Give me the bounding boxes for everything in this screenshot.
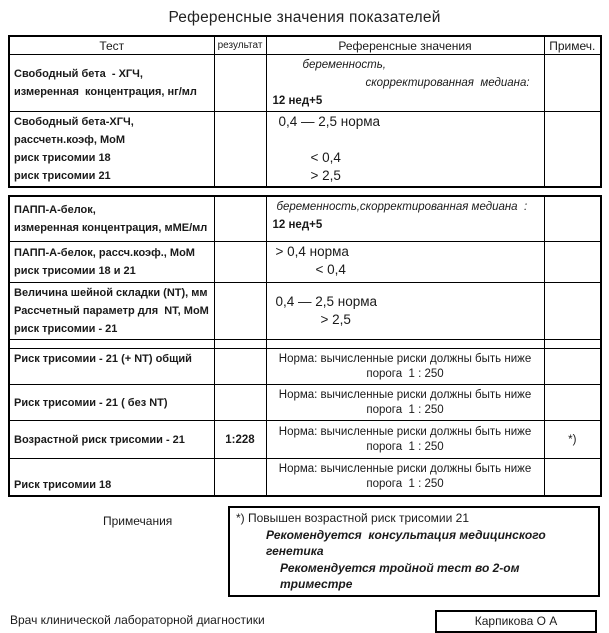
table-row [9, 349, 601, 385]
text-line: измеренная концентрация, нг/мл [14, 86, 197, 98]
reference-cell [266, 242, 544, 283]
text-line: Свободный бета - ХГЧ, [14, 68, 143, 80]
notes-section [8, 506, 600, 597]
text-line: 1:228 [225, 433, 255, 446]
result-cell [214, 196, 266, 242]
reference-cell [266, 283, 544, 340]
reference-cell [266, 385, 544, 421]
test-cell [9, 55, 214, 112]
text-line: измеренная концентрация, мМЕ/мл [14, 222, 208, 234]
table-row [9, 196, 601, 242]
page-title: Референсные значения показателей [168, 9, 441, 26]
note-cell [544, 242, 601, 283]
text-line: *) Повышен возрастной риск трисомии 21 [236, 511, 470, 525]
text-line: > 2,5 [320, 312, 351, 327]
text-line: ПАПП-А-белок, рассч.коэф., МоМ [14, 247, 195, 259]
result-cell [214, 340, 266, 349]
col-header-reference: Референсные значения [266, 36, 544, 55]
note-cell [544, 421, 601, 459]
note-cell [544, 55, 601, 112]
table-row [9, 421, 601, 459]
note-cell [544, 385, 601, 421]
text-line: Норма: вычисленные риски должны быть ниже [278, 425, 532, 438]
result-cell [214, 421, 266, 459]
result-cell [214, 349, 266, 385]
reference-cell [266, 421, 544, 459]
test-cell [9, 340, 214, 349]
col-header-test: Тест [9, 36, 214, 55]
text-line: ПАПП-А-белок, [14, 204, 96, 216]
col-header-result: результат [214, 36, 266, 55]
result-cell [214, 242, 266, 283]
table-row [9, 385, 601, 421]
table-row [9, 283, 601, 340]
reference-table-lower [8, 195, 602, 497]
spacer-row [9, 340, 601, 349]
text-line: Риск трисомии - 21 (+ NT) общий [14, 353, 192, 365]
note-cell [544, 349, 601, 385]
text-line: Рассчетный параметр для NT, МоМ [14, 305, 209, 317]
reference-table-upper [8, 35, 602, 188]
result-cell [214, 55, 266, 112]
text-line: Норма: вычисленные риски должны быть ниже [278, 463, 532, 475]
text-line: Возрастной риск трисомии - 21 [14, 433, 185, 446]
text-line: беременность, [302, 59, 386, 71]
note-cell [544, 459, 601, 497]
test-cell [9, 242, 214, 283]
result-cell [214, 112, 266, 188]
text-line: Рекомендуется консультация медицинского генетика [266, 527, 550, 558]
text-line: 0,4 — 2,5 норма [278, 114, 381, 129]
notes-box [228, 506, 600, 597]
text-line: Свободный бета-ХГЧ, [14, 116, 134, 128]
text-line: Норма: вычисленные риски должны быть ниже [278, 388, 532, 401]
text-line: порога 1 : 250 [366, 478, 444, 490]
footer-section [0, 610, 600, 633]
note-cell [544, 112, 601, 188]
reference-cell [266, 55, 544, 112]
signature-name: Карпикова О А [474, 613, 558, 628]
header-row [9, 36, 601, 55]
text-line: < 0,4 [315, 262, 346, 277]
test-cell [9, 421, 214, 459]
text-line: Риск трисомии 18 [14, 479, 112, 491]
reference-cell [266, 349, 544, 385]
text-line: 12 нед+5 [272, 219, 323, 231]
table-row [9, 112, 601, 188]
table-row [9, 459, 601, 497]
test-cell [9, 196, 214, 242]
reference-cell [266, 112, 544, 188]
text-line: 12 нед+5 [272, 95, 323, 107]
note-cell [544, 196, 601, 242]
result-cell [214, 283, 266, 340]
note-cell [544, 340, 601, 349]
text-line: риск трисомии 21 [14, 170, 111, 182]
text-line: риск трисомии 18 и 21 [14, 265, 136, 277]
test-cell [9, 459, 214, 497]
text-line: Риск трисомии - 21 ( без NT) [14, 396, 168, 409]
text-line: Величина шейной складки (NT), мм [14, 287, 208, 299]
text-line: порога 1 : 250 [366, 403, 444, 416]
text-line: > 0,4 норма [275, 244, 349, 259]
doctor-title: Врач клинической лабораторной диагностики [10, 612, 265, 627]
text-line: скорректированная медиана: [365, 77, 530, 89]
text-line: *) [568, 433, 577, 446]
table-row [9, 242, 601, 283]
signature-box [435, 610, 597, 633]
test-cell [9, 112, 214, 188]
text-line: рассчетн.коэф, МоМ [14, 134, 126, 146]
test-cell [9, 349, 214, 385]
table-row [9, 55, 601, 112]
test-cell [9, 385, 214, 421]
text-line: < 0,4 [310, 150, 341, 165]
text-line: риск трисомии - 21 [14, 323, 118, 335]
result-cell [214, 385, 266, 421]
text-line: > 2,5 [310, 168, 341, 183]
text-line: Норма: вычисленные риски должны быть ниже [278, 352, 532, 365]
text-line: порога 1 : 250 [366, 367, 444, 380]
text-line: Рекомендуется тройной тест во 2-ом триместре [280, 560, 523, 591]
reference-cell [266, 196, 544, 242]
text-line: порога 1 : 250 [366, 440, 444, 453]
reference-cell [266, 459, 544, 497]
text-line: беременность,скорректированная медиана : [276, 201, 528, 213]
text-line: риск трисомии 18 [14, 152, 111, 164]
text-line [271, 131, 540, 149]
col-header-note: Примеч. [544, 36, 601, 55]
text-line: 0,4 — 2,5 норма [275, 294, 378, 309]
notes-label: Примечания [103, 514, 173, 528]
reference-cell [266, 340, 544, 349]
result-cell [214, 459, 266, 497]
note-cell [544, 283, 601, 340]
test-cell [9, 283, 214, 340]
